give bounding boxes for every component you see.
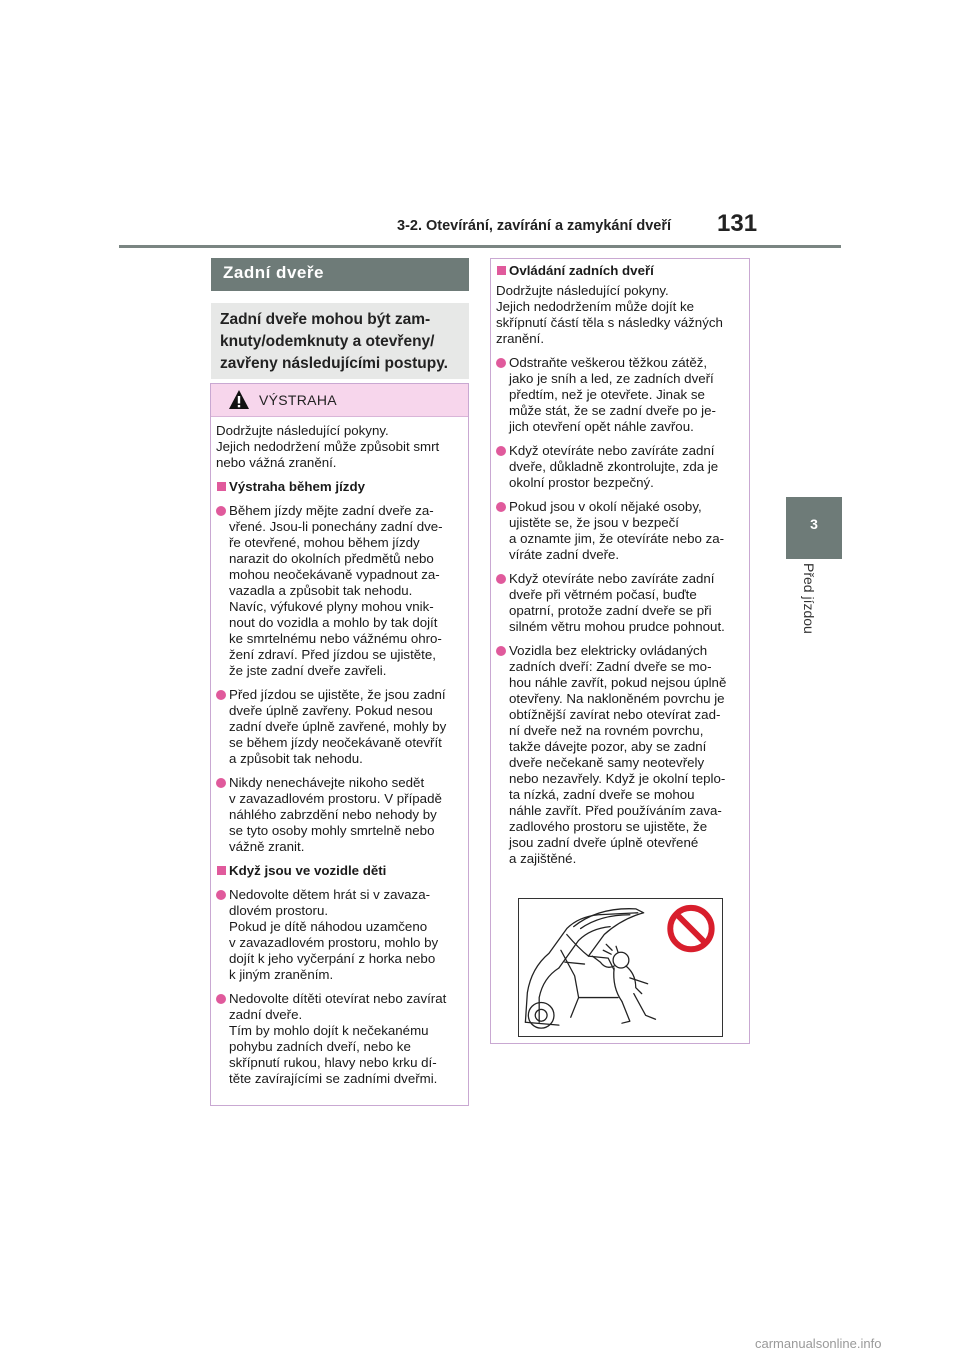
- text-line: hou náhle zavřít, pokud nejsou úplně: [509, 675, 727, 690]
- text-line: víráte zadní dveře.: [509, 547, 620, 562]
- text-line: a zajištěné.: [509, 851, 577, 866]
- text-line: jsou zadní dveře úplně otevřené: [509, 835, 699, 850]
- warning-subheading: Když jsou ve vozidle děti: [216, 863, 464, 879]
- text-line: Nedovolte dítěti otevírat nebo zavírat: [229, 991, 447, 1006]
- text-line: nout do vozidla a mohlo by tak dojít: [229, 615, 438, 630]
- section-title: Zadní dveře: [223, 263, 324, 282]
- text-line: okolní prostor bezpečný.: [509, 475, 654, 490]
- text-line: náhlého zabrzdění nebo nehody by: [229, 807, 437, 822]
- warning-box: [210, 383, 469, 1106]
- chapter-title: 3-2. Otevírání, zavírání a zamykání dveří: [397, 218, 672, 234]
- text-line: vřené. Jsou-li ponechány zadní dve-: [229, 519, 443, 534]
- text-line: takže dávejte pozor, aby se zadní: [509, 739, 707, 754]
- operation-intro: [496, 283, 743, 347]
- warning-triangle-icon: [228, 389, 250, 411]
- text-line: vazadla a způsobit tak nehodu.: [229, 583, 413, 598]
- prohibition-sign-icon: [670, 908, 711, 949]
- text-line: že jste zadní dveře zavřeli.: [229, 663, 387, 678]
- tailgate-illustration: [518, 898, 723, 1037]
- operation-bullet: [496, 643, 743, 867]
- warning-label: VÝSTRAHA: [259, 392, 337, 408]
- operation-bullet: [496, 355, 743, 435]
- text-line: jich otevření opět náhle zavřou.: [509, 419, 694, 434]
- text-line: dlovém prostoru.: [229, 903, 329, 918]
- operation-body: [491, 259, 749, 867]
- section-intro-box: [211, 303, 469, 379]
- text-line: silném větru mohou prudce pohnout.: [509, 619, 725, 634]
- operation-bullet: [496, 571, 743, 635]
- text-line: v zavazadlovém prostoru, mohlo by: [229, 935, 439, 950]
- text-line: Vozidla bez elektricky ovládaných: [509, 643, 708, 658]
- warning-header: [211, 384, 468, 417]
- text-line: skřípnutí rukou, hlavy nebo krku dí-: [229, 1055, 437, 1070]
- text-line: pohybu zadních dveří, nebo ke: [229, 1039, 411, 1054]
- text-line: skřípnutí částí těla s následky vážných: [496, 315, 723, 330]
- operation-bullet: [496, 499, 743, 563]
- text-line: dojít k jeho vyčerpání z horka nebo: [229, 951, 436, 966]
- text-line: Nedovolte dětem hrát si v zavaza-: [229, 887, 431, 902]
- text-line: může stát, že se zadní dveře po je-: [509, 403, 716, 418]
- text-line: zadní dveře úplně zavřené, mohly by: [229, 719, 447, 734]
- text-line: a oznamte jim, že otevíráte nebo za-: [509, 531, 725, 546]
- text-line: k jiným zraněním.: [229, 967, 334, 982]
- text-line: Jejich nedodržení může způsobit smrt: [216, 439, 440, 454]
- text-line: dveře nečekaně samy neotevřely: [509, 755, 705, 770]
- text-line: Dodržujte následující pokyny.: [496, 283, 669, 298]
- text-line: a způsobit tak nehodu.: [229, 751, 363, 766]
- text-line: Jejich nedodržením může dojít ke: [496, 299, 695, 314]
- warning-bullet: [216, 687, 464, 767]
- section-intro-line: zavřeny následujícími postupy.: [220, 355, 448, 372]
- text-line: dveře, důkladně zkontrolujte, zda je: [509, 459, 719, 474]
- text-line: dveře při větrném počasí, buďte: [509, 587, 697, 602]
- text-line: vážně zranit.: [229, 839, 305, 854]
- chapter-side-label: [801, 563, 829, 663]
- text-line: Když otevíráte nebo zavíráte zadní: [509, 443, 715, 458]
- text-line: narazit do okolních předmětů nebo: [229, 551, 434, 566]
- text-line: ře otevřené, mohou během jízdy: [229, 535, 420, 550]
- warning-body: [211, 417, 468, 1087]
- chapter-tab-number: 3: [810, 516, 818, 532]
- text-line: Když otevíráte nebo zavíráte zadní: [509, 571, 715, 586]
- text-line: nebo vážná zranění.: [216, 455, 337, 470]
- section-title-bar: [211, 258, 469, 291]
- text-line: žení zdraví. Před jízdou se ujistěte,: [229, 647, 436, 662]
- warning-bullet: [216, 887, 464, 983]
- text-line: ke smrtelnému nebo vážnému ohro-: [229, 631, 442, 646]
- text-line: Tím by mohlo dojít k nečekanému: [229, 1023, 429, 1038]
- text-line: v zavazadlovém prostoru. V případě: [229, 791, 442, 806]
- text-line: zadních dveří: Zadní dveře se mo-: [509, 659, 712, 674]
- text-line: zadní dveře.: [229, 1007, 303, 1022]
- warning-bullet: [216, 775, 464, 855]
- text-line: těte zavírajícími se zadními dveřmi.: [229, 1071, 438, 1086]
- chapter-side-label-text: Před jízdou: [801, 563, 817, 634]
- text-line: Před jízdou se ujistěte, že jsou zadní: [229, 687, 446, 702]
- text-line: dveře úplně zavřeny. Pokud nesou: [229, 703, 433, 718]
- text-line: předtím, než je otevřete. Jinak se: [509, 387, 705, 402]
- page-number: 131: [717, 210, 758, 237]
- warning-subheading: Výstraha během jízdy: [216, 479, 464, 495]
- chapter-tab: [786, 497, 842, 559]
- text-line: ní dveře než na rovném povrchu,: [509, 723, 704, 738]
- text-line: otevřeny. Na nakloněném povrchu je: [509, 691, 725, 706]
- text-line: mohou neočekávaně vypadnout za-: [229, 567, 440, 582]
- operation-bullet: [496, 443, 743, 491]
- warning-bullet: [216, 991, 464, 1087]
- text-line: ta nízká, zadní dveře se mohou: [509, 787, 695, 802]
- text-line: se během jízdy neočekávaně otevřít: [229, 735, 442, 750]
- watermark: carmanualsonline.info: [755, 1336, 882, 1351]
- text-line: opatrní, protože zadní dveře se při: [509, 603, 712, 618]
- text-line: nebo nezavřely. Když je okolní teplo-: [509, 771, 726, 786]
- text-line: ujistěte se, že jsou v bezpečí: [509, 515, 679, 530]
- text-line: zranění.: [496, 331, 545, 346]
- text-line: obtížnější zavírat nebo otevírat zad-: [509, 707, 721, 722]
- warning-bullet: [216, 503, 464, 679]
- section-intro-line: knuty/odemknuty a otevřeny/: [220, 333, 435, 350]
- section-intro-line: Zadní dveře mohou být zam-: [220, 311, 431, 328]
- header-rule: [119, 245, 841, 248]
- operation-subheading: Ovládání zadních dveří: [496, 263, 743, 279]
- text-line: Pokud jsou v okolí nějaké osoby,: [509, 499, 702, 514]
- text-line: se tyto osoby mohly smrtelně nebo: [229, 823, 435, 838]
- text-line: náhle zavřít. Před používáním zava-: [509, 803, 722, 818]
- text-line: Během jízdy mějte zadní dveře za-: [229, 503, 434, 518]
- text-line: Navíc, výfukové plyny mohou vnik-: [229, 599, 434, 614]
- text-line: Nikdy nenechávejte nikoho sedět: [229, 775, 425, 790]
- text-line: zadlového prostoru se ujistěte, že: [509, 819, 708, 834]
- text-line: Odstraňte veškerou těžkou zátěž,: [509, 355, 708, 370]
- text-line: Dodržujte následující pokyny.: [216, 423, 389, 438]
- warning-intro: [216, 423, 464, 471]
- text-line: jako je sníh a led, ze zadních dveří: [509, 371, 714, 386]
- text-line: Pokud je dítě náhodou uzamčeno: [229, 919, 428, 934]
